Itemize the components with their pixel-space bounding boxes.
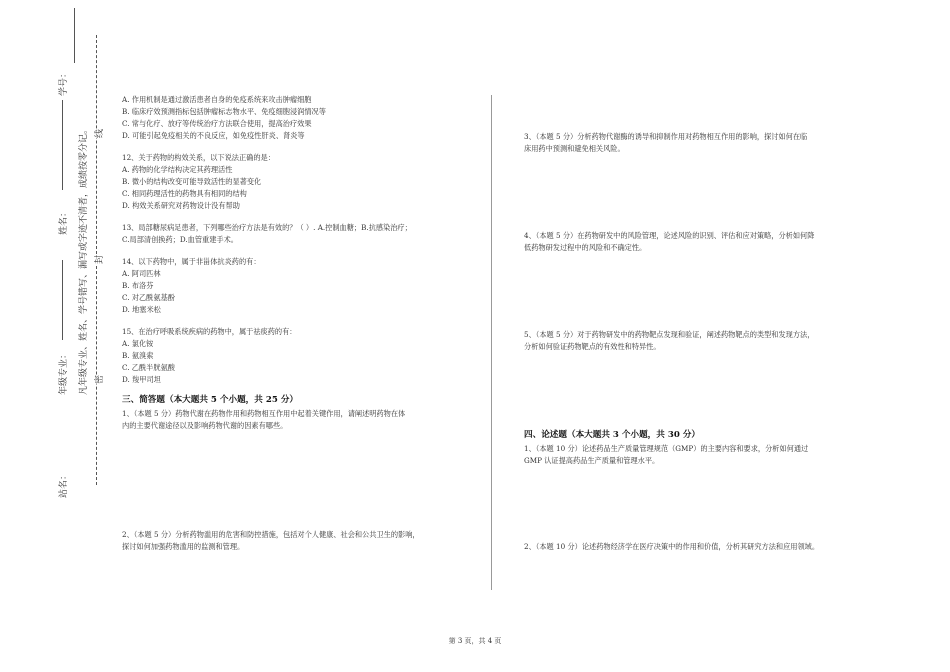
section-3-title: 三、简答题（本大题共 5 个小题，共 25 分） — [122, 395, 299, 405]
q15-option-b: B. 氨溴索 — [122, 351, 154, 360]
name-underline — [62, 100, 63, 190]
short-answer-3: 3、（本题 5 分）分析药物代谢酶的诱导和抑制作用对药物相互作用的影响，探讨如何在临 — [524, 132, 808, 141]
q15-option-a: A. 氯化铵 — [122, 339, 154, 348]
q14-option-b: B. 布洛芬 — [122, 281, 154, 290]
q15-option-d: D. 羧甲司坦 — [122, 375, 161, 384]
q11-option-c: C. 常与化疗、放疗等传统治疗方法联合使用，提高治疗效果 — [122, 119, 312, 128]
seal-mark-xian: 线 — [92, 129, 105, 138]
section-4-title: 四、论述题（本大题共 3 个小题，共 30 分） — [524, 430, 701, 440]
short-answer-4-block — [524, 230, 884, 254]
name-label: 姓名： — [59, 207, 69, 235]
short-answer-3-cont: 床用药中预测和避免相关风险。 — [524, 144, 625, 153]
q14-option-c: C. 对乙酰氨基酚 — [122, 293, 175, 302]
q12-option-a: A. 药物的化学结构决定其药理活性 — [122, 165, 233, 174]
q12-option-c: C. 相同药理活性的药物具有相同的结构 — [122, 189, 247, 198]
q13-stem-cont: C.局部清创换药；D.血管重建手术。 — [122, 235, 238, 244]
short-answer-2-cont: 探讨如何加强药物滥用的监测和管理。 — [122, 542, 245, 551]
q11-option-a: A. 作用机制是通过激活患者自身的免疫系统来攻击肿瘤细胞 — [122, 95, 312, 104]
page-number: 第 3 页，共 4 页 — [448, 637, 502, 645]
school-label: 站名： — [59, 470, 69, 498]
id-label: 学号： — [59, 68, 69, 96]
short-answer-5: 5、（本题 5 分）对于药物研发中的药物靶点发现和验证，阐述药物靶点的类型和发现方法， — [524, 330, 815, 339]
short-answer-5-cont: 分析如何验证药物靶点的有效性和特异性。 — [524, 342, 661, 351]
column-divider — [491, 95, 492, 590]
binding-warning: 凡年级专业、姓名、学号错写、漏写或字迹不清者，成绩按零分记。 — [79, 124, 89, 395]
short-answer-4-cont: 低药物研发过程中的风险和不确定性。 — [524, 243, 647, 252]
grade-underline — [62, 260, 63, 340]
q14-option-d: D. 地塞米松 — [122, 305, 161, 314]
q11-option-d: D. 可能引起免疫相关的不良反应，如免疫性肝炎、肾炎等 — [122, 131, 305, 140]
grade-label: 年级专业： — [59, 349, 69, 395]
short-answer-2: 2、（本题 5 分）分析药物滥用的危害和防控措施，包括对个人健康、社会和公共卫生的影响， — [122, 530, 420, 539]
short-answer-1-cont: 内的主要代谢途径以及影响药物代谢的因素有哪些。 — [122, 421, 288, 430]
q14-stem: 14、以下药物中，属于非甾体抗炎药的有： — [122, 257, 261, 266]
q14-option-a: A. 阿司匹林 — [122, 269, 161, 278]
essay-block — [524, 429, 884, 467]
left-column-lower — [122, 529, 482, 553]
q15-stem: 15、在治疗呼吸系统疾病的药物中，属于祛痰药的有： — [122, 327, 297, 336]
essay-1-cont: GMP 认证提高药品生产质量和管理水平。 — [524, 456, 660, 465]
short-answer-5-block — [524, 329, 884, 353]
id-underline — [74, 8, 75, 63]
q11-option-b: B. 临床疗效预测指标包括肿瘤标志物水平、免疫细胞浸润情况等 — [122, 107, 326, 116]
q12-option-d: D. 构效关系研究对药物设计没有帮助 — [122, 201, 240, 210]
essay-2: 2、（本题 10 分）论述药物经济学在医疗决策中的作用和价值，分析其研究方法和应用领域。 — [524, 542, 820, 551]
seal-mark-feng: 封 — [92, 255, 105, 264]
q13-stem: 13、局部糖尿病足患者，下列哪些治疗方法是有效的？（ ）. A.控制血糖；B.抗感染治疗； — [122, 223, 412, 232]
q12-option-b: B. 微小的结构改变可能导致活性的显著变化 — [122, 177, 262, 186]
short-answer-1: 1、（本题 5 分）药物代谢在药物作用和药物相互作用中起着关键作用，请阐述明药物在体 — [122, 409, 406, 418]
essay-2-block — [524, 541, 904, 553]
essay-1: 1、（本题 10 分）论述药品生产质量管理规范（GMP）的主要内容和要求，分析如何通过 — [524, 444, 809, 453]
short-answer-3-block — [524, 131, 884, 155]
q12-stem: 12、关于药物的构效关系，以下说法正确的是： — [122, 153, 275, 162]
binding-margin — [0, 0, 120, 672]
q15-option-c: C. 乙酰半胱氨酸 — [122, 363, 175, 372]
left-column — [122, 94, 482, 432]
short-answer-4: 4、（本题 5 分）在药物研发中的风险管理，论述风险的识别、评估和应对策略，分析如何降 — [524, 231, 815, 240]
seal-mark-mi: 密 — [92, 375, 105, 384]
